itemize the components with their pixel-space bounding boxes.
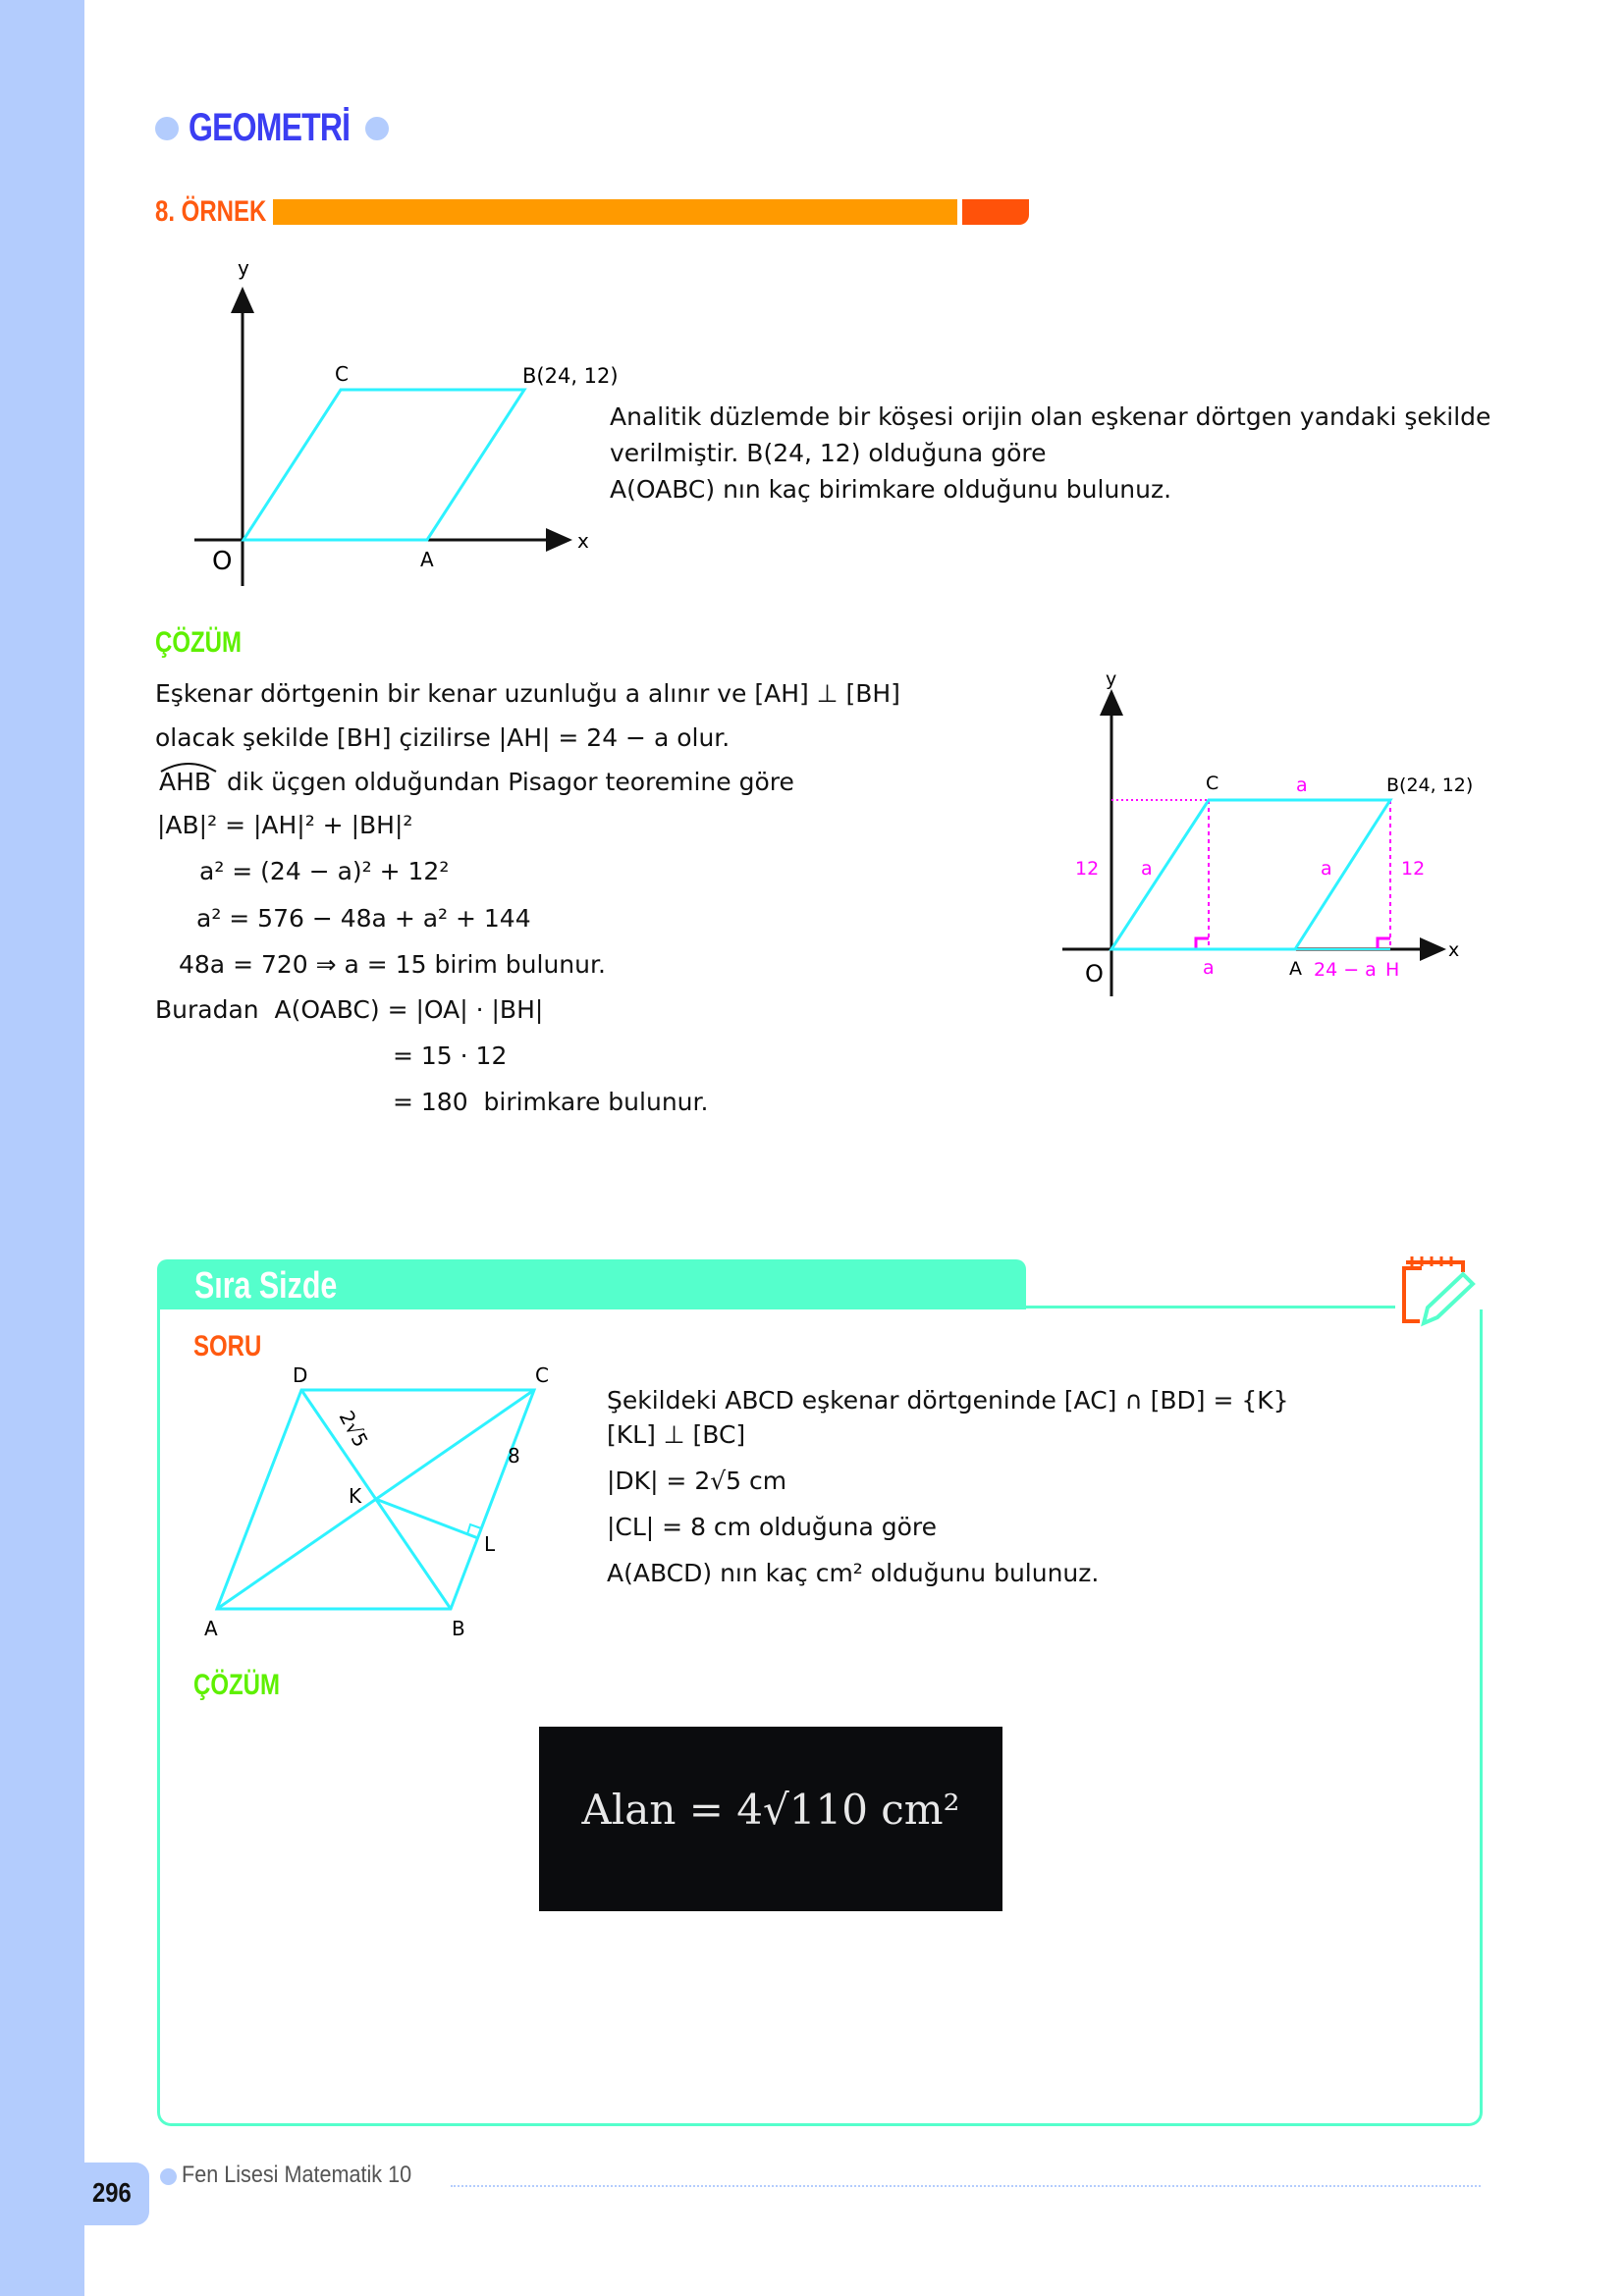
section-title: [155, 106, 389, 150]
segment-a-label: a: [1203, 957, 1215, 979]
point-l-label: L: [484, 1532, 496, 1556]
question-line: [KL] ⊥ [BC]: [607, 1420, 746, 1449]
solution-line: |AB|² = |AH|² + |BH|²: [157, 811, 413, 839]
diagonal-bd: [301, 1390, 451, 1609]
book-title: Fen Lisesi Matematik 10: [182, 2162, 412, 2188]
footer-dotted-line: [451, 2185, 1481, 2187]
length-dk-label: 2√5: [334, 1407, 373, 1452]
question-line: Analitik düzlemde bir köşesi orijin olan eşkenar dörtgen yandaki şekilde: [610, 402, 1491, 431]
solution-line: olacak şekilde [BH] çizilirse |AH| = 24 − a olur.: [155, 723, 731, 752]
height-12-label: 12: [1401, 858, 1426, 880]
point-o-label: O: [1085, 960, 1104, 988]
question-line: |DK| = 2√5 cm: [607, 1467, 787, 1495]
side-a-label: a: [1321, 858, 1332, 880]
question-line: Şekildeki ABCD eşkenar dörtgeninde [AC] ∩ [BD] = {K}: [607, 1386, 1289, 1415]
rhombus-oabc: [1111, 800, 1390, 949]
rhombus-figure-2: [1051, 658, 1483, 1011]
practice-solution-label: ÇÖZÜM: [193, 1669, 280, 1701]
solution-line: Eşkenar dörtgenin bir kenar uzunluğu a alınır ve [AH] ⊥ [BH]: [155, 679, 900, 708]
rhombus-figure-1: [177, 245, 619, 599]
rhombus-figure-3: [191, 1355, 584, 1639]
solution-line: = 180 birimkare bulunur.: [393, 1088, 709, 1116]
practice-header: [157, 1259, 1026, 1309]
practice-header-line: [1026, 1306, 1395, 1308]
length-cl-label: 8: [508, 1444, 520, 1468]
x-label: x: [1448, 939, 1460, 961]
point-a-label: A: [1289, 958, 1302, 980]
page-number: 296: [92, 2177, 132, 2208]
point-b-label: B(24, 12): [522, 364, 619, 388]
point-c-label: C: [535, 1363, 549, 1387]
subject-title: GEOMETRİ: [189, 106, 351, 149]
bullet-icon: [155, 117, 179, 140]
solution-line: 48a = 720 ⇒ a = 15 birim bulunur.: [179, 950, 606, 979]
page-sidebar: [0, 0, 84, 2296]
side-a-label: a: [1296, 774, 1308, 796]
notebook-pencil-icon: [1394, 1253, 1483, 1339]
point-d-label: D: [293, 1363, 308, 1387]
y-label: y: [238, 256, 249, 280]
segment-ah-label: 24 − a: [1314, 959, 1377, 981]
question-line: verilmiştir. B(24, 12) olduğuna göre: [610, 439, 1047, 467]
side-a-label: a: [1141, 858, 1153, 880]
right-angle-icon: [1196, 938, 1209, 949]
example-bar-accent: [962, 199, 1029, 225]
right-angle-icon: [1378, 938, 1390, 949]
bullet-icon: [365, 117, 389, 140]
question-line: A(OABC) nın kaç birimkare olduğunu bulunuz.: [610, 475, 1172, 504]
y-label: y: [1106, 668, 1117, 690]
answer-formula: Alan = 4√110 cm²: [581, 1785, 960, 1834]
rhombus-oabc: [244, 390, 524, 540]
height-12-label: 12: [1075, 858, 1100, 880]
solution-line: Buradan A(OABC) = |OA| · |BH|: [155, 995, 544, 1024]
practice-title: Sıra Sizde: [194, 1265, 338, 1307]
question-label: SORU: [193, 1330, 262, 1362]
answer-image: [539, 1727, 1002, 1911]
point-k-label: K: [349, 1484, 362, 1508]
bullet-icon: [160, 2168, 177, 2185]
point-h-label: H: [1385, 959, 1400, 981]
x-label: x: [577, 529, 589, 553]
solution-line: AHB dik üçgen olduğundan Pisagor teoremine göre: [159, 768, 794, 796]
angle-hat-icon: [159, 760, 218, 774]
point-a-label: A: [420, 548, 434, 571]
point-a-label: A: [204, 1617, 218, 1639]
point-o-label: O: [212, 547, 233, 576]
point-c-label: C: [1206, 773, 1219, 794]
point-b-label: B(24, 12): [1386, 774, 1474, 796]
solution-label: ÇÖZÜM: [155, 626, 242, 659]
point-b-label: B: [452, 1617, 465, 1639]
solution-line: = 15 · 12: [393, 1041, 508, 1070]
point-c-label: C: [335, 362, 349, 386]
solution-line: a² = (24 − a)² + 12²: [199, 857, 450, 885]
example-question: [610, 399, 1490, 507]
question-line: A(ABCD) nın kaç cm² olduğunu bulunuz.: [607, 1559, 1100, 1587]
example-bar: [273, 199, 957, 225]
solution-line: a² = 576 − 48a + a² + 144: [196, 904, 531, 933]
example-label: 8. ÖRNEK: [155, 195, 267, 228]
segment-kl: [378, 1500, 478, 1538]
practice-question: [607, 1383, 1289, 1596]
question-line: |CL| = 8 cm olduğuna göre: [607, 1513, 938, 1541]
